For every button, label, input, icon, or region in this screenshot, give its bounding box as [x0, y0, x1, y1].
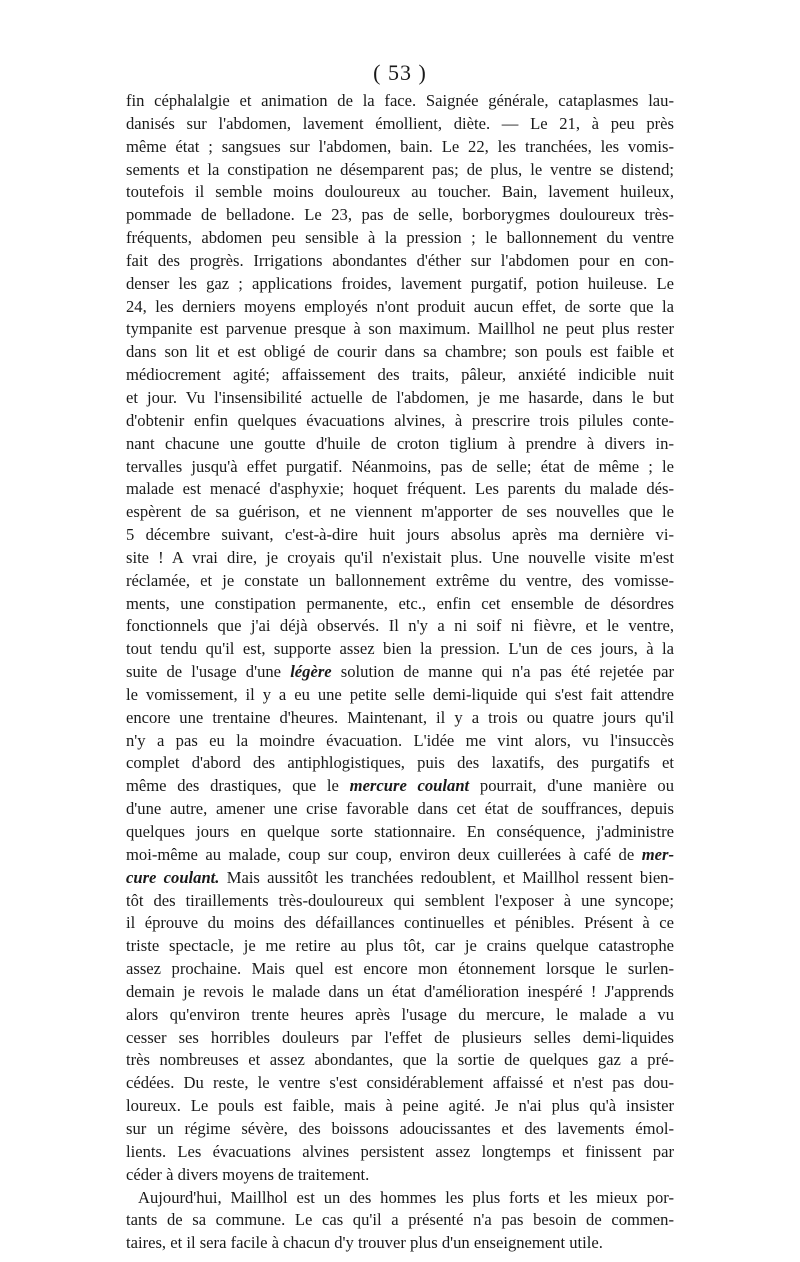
text-line: tants de sa commune. Le cas qu'il a présenté n'a pas besoin de commen- — [126, 1210, 674, 1230]
text-line: très nombreuses et assez abondantes, que la sortie de quelques gaz a pré- — [126, 1050, 674, 1070]
text-line: réclamée, et je constate un ballonnement extrême du ventre, des vomisse- — [126, 570, 674, 590]
text-line: nant chacune une goutte d'huile de croton tiglium à prendre à divers in- — [126, 433, 674, 453]
text-segment: suite de l'usage d'une — [126, 662, 282, 682]
text-line: loureux. Le pouls est faible, mais à peine agité. Je n'ai plus qu'à insister — [126, 1096, 674, 1116]
text-line — [126, 844, 674, 867]
text-line: d'une autre, amener une crise favorable dans cet état de souffrances, depuis — [126, 799, 674, 819]
text-line: tout tendu qu'il est, supporte assez bien la pression. L'un de ces jours, à la — [126, 639, 674, 659]
text-line — [126, 661, 674, 684]
text-line: 24, les derniers moyens employés n'ont produit aucun effet, de sorte que la — [126, 296, 674, 316]
text-line: fonctionnels que j'ai déjà observés. Il n'y a ni soif ni fièvre, et le ventre, — [126, 616, 674, 636]
text-line: pommade de belladone. Le 23, pas de selle, borborygmes douloureux très- — [126, 205, 674, 225]
text-line: fin céphalalgie et animation de la face. Saignée générale, cataplasmes lau- — [126, 91, 674, 110]
text-line: malade est menacé d'asphyxie; hoquet fréquent. Les parents du malade dés- — [126, 479, 674, 499]
italic-term: cure coulant. — [126, 867, 220, 887]
text-line: il éprouve du moins des défaillances continuelles et pénibles. Présent à ce — [126, 913, 674, 933]
text-line: site ! A vrai dire, je croyais qu'il n'existait plus. Une nouvelle visite m'est — [126, 547, 674, 567]
text-line: fréquents, abdomen peu sensible à la pression ; le ballonnement du ventre — [126, 228, 674, 248]
text-segment: solution de manne qui n'a pas été rejetée par — [340, 662, 674, 682]
text-line: demain je revois le malade dans un état d'amélioration inespéré ! J'apprends — [126, 981, 674, 1001]
text-segment: même des drastiques, que le — [126, 776, 339, 796]
text-segment: pourrait, d'une manière ou — [479, 776, 675, 796]
text-line: toutefois il semble moins douloureux au toucher. Bain, lavement huileux, — [126, 182, 674, 202]
text-line: 5 décembre suivant, c'est-à-dire huit jours absolus après ma dernière vi- — [126, 525, 674, 545]
text-line: sements et la constipation ne désemparent pas; de plus, le ventre se distend; — [126, 159, 674, 179]
text-line: alors qu'environ trente heures après l'usage du mercure, le malade a vu — [126, 1004, 674, 1024]
text-line: triste spectacle, je me retire au plus tôt, car je crains quelque catastrophe — [126, 936, 674, 956]
text-line: médiocrement agité; affaissement des traits, pâleur, anxiété indicible nuit — [126, 365, 674, 385]
text-line — [126, 867, 674, 890]
text-line: sur un régime sévère, des boissons adoucissantes et des lavements émol- — [126, 1118, 674, 1138]
text-line: le vomissement, il y a eu une petite selle demi-liquide qui s'est fait attendre — [126, 684, 674, 704]
text-line: fait des progrès. Irrigations abondantes d'éther sur l'abdomen pour en con- — [126, 250, 674, 270]
body-text — [126, 90, 674, 1255]
text-line: complet d'abord des antiphlogistiques, puis des laxatifs, des purgatifs et — [126, 753, 674, 773]
text-line: danisés sur l'abdomen, lavement émollient, diète. — Le 21, à peu près — [126, 113, 674, 133]
text-line: tympanite est parvenue presque à son maximum. Maillhol ne peut plus rester — [126, 319, 674, 339]
text-line: dans son lit et est obligé de courir dans sa chambre; son pouls est faible et — [126, 342, 674, 362]
italic-term: mercure coulant — [349, 776, 470, 796]
text-line: céder à divers moyens de traitement. — [126, 1164, 370, 1184]
text-line — [126, 775, 674, 798]
italic-term: légère — [290, 662, 332, 682]
text-line: cesser ses horribles douleurs par l'effet de plusieurs selles demi-liquides — [126, 1027, 674, 1047]
text-line: espèrent de sa guérison, et ne viennent m'apporter de ses nouvelles que le — [126, 502, 674, 522]
italic-term: mer- — [641, 844, 675, 864]
text-line: même état ; sangsues sur l'abdomen, bain. Le 22, les tranchées, les vomis- — [126, 136, 674, 156]
text-line: encore une trentaine d'heures. Maintenant, il y a trois ou quatre jours qu'il — [126, 707, 674, 727]
text-segment: moi-même au malade, coup sur coup, environ deux cuillerées à café de — [126, 844, 635, 864]
text-line: denser les gaz ; applications froides, lavement purgatif, potion huileuse. Le — [126, 273, 674, 293]
text-line: quelques jours en quelque sorte stationnaire. En conséquence, j'administre — [126, 822, 674, 841]
text-line: taires, et il sera facile à chacun d'y trouver plus d'un enseignement utile. — [126, 1233, 603, 1253]
text-line: Aujourd'hui, Maillhol est un des hommes les plus forts et les mieux por- — [138, 1187, 674, 1207]
text-line: et jour. Vu l'insensibilité actuelle de l'abdomen, je me hasarde, dans le but — [126, 387, 674, 407]
text-line: ments, une constipation permanente, etc., enfin cet ensemble de désordres — [126, 593, 674, 613]
text-line: cédées. Du reste, le ventre s'est considérablement affaissé et n'est pas dou- — [126, 1073, 674, 1093]
text-line: n'y a pas eu la moindre évacuation. L'idée me vint alors, vu l'insuccès — [126, 730, 674, 750]
text-line: lients. Les évacuations alvines persistent assez longtemps et finissent par — [126, 1141, 674, 1161]
text-line: tervalles jusqu'à effet purgatif. Néanmoins, pas de selle; état de même ; le — [126, 456, 674, 476]
text-line: tôt des tiraillements très-douloureux qui semblent l'exposer à une syncope; — [126, 890, 674, 910]
text-line: assez prochaine. Mais quel est encore mon étonnement lorsque le surlen- — [126, 959, 674, 979]
text-segment: Mais aussitôt les tranchées redoublent, et Maillhol ressent bien- — [226, 867, 675, 887]
page-number: ( 53 ) — [373, 60, 427, 85]
text-line: d'obtenir enfin quelques évacuations alvines, à prescrire trois pilules conte- — [126, 410, 674, 430]
